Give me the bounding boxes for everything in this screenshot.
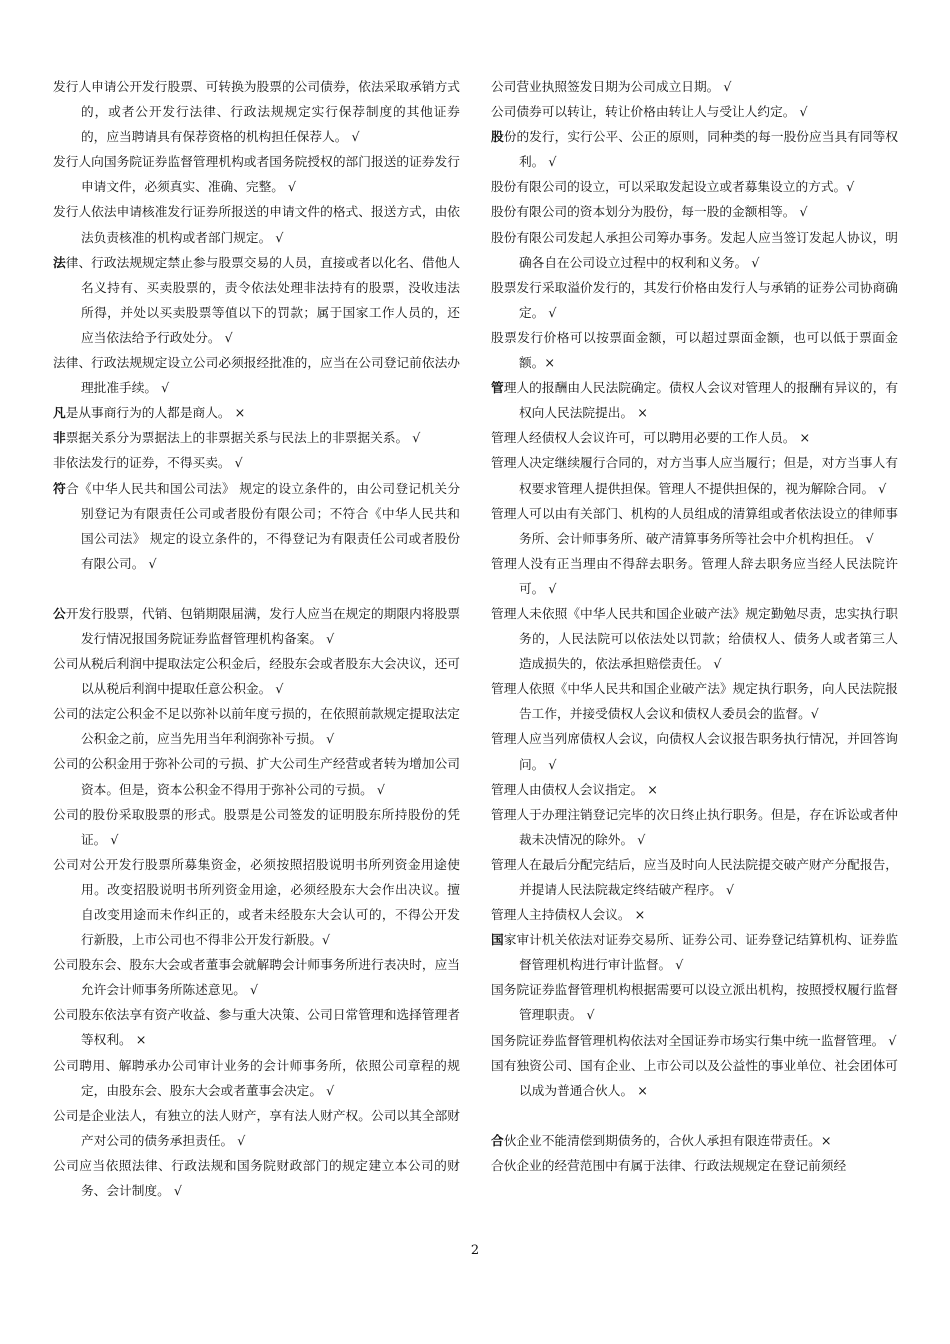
entry: 公司对公开发行股票所募集资金，必须按照招股说明书所列资金用途使用。改变招股说明书所列资金用途，必须经股东大会作出决议。擅自改变用途而未作纠正的，或者未经股东大会认可的，不得公开发行新股，上市公司也不得非公开发行新股。√ <box>53 856 460 948</box>
entry: 管理人可以由有关部门、机构的人员组成的清算组或者依法设立的律师事务所、会计师事务所、破产清算事务所等社会中介机构担任。 √ <box>491 505 898 546</box>
entry: 股份有限公司的资本划分为股份，每一股的金额相等。 √ <box>491 204 808 220</box>
entry: 管理人于办理注销登记完毕的次日终止执行职务。但是，存在诉讼或者仲裁未决情况的除外。 √ <box>491 806 898 847</box>
entry: 国务院证券监督管理机构根据需要可以设立派出机构，按照授权履行监督管理职责。 √ <box>491 982 898 1023</box>
entry: 管理人经债权人会议许可，可以聘用必要的工作人员。 × <box>491 430 811 446</box>
entry: 公司营业执照签发日期为公司成立日期。 √ <box>491 79 732 94</box>
entry: 公司应当依照法律、行政法规和国务院财政部门的规定建立本公司的财务、会计制度。 √ <box>53 1157 460 1199</box>
entry: 股份有限公司的设立，可以采取发起设立或者募集设立的方式。√ <box>491 179 855 195</box>
blank-line <box>53 576 460 601</box>
entry: 合伙企业不能清偿到期债务的，合伙人承担有限连带责任。× <box>491 1132 832 1148</box>
entry: 公司的公积金用于弥补公司的亏损、扩大公司生产经营或者转为增加公司资本。但是，资本公积金不得用于弥补公司的亏损。 √ <box>53 756 460 797</box>
entry: 发行人申请公开发行股票、可转换为股票的公司债券，依法采取承销方式的，或者公开发行法律、行政法规规定实行保荐制度的其他证券的，应当聘请具有保荐资格的机构担任保荐人。 √ <box>53 79 460 145</box>
entry: 法律、行政法规规定禁止参与股票交易的人员，直接或者以化名、借他人名义持有、买卖股票的，责令依法处理非法持有的股票，没收违法所得，并处以买卖股票等值以下的罚款；属于国家工作人员的，还应当依法给予行政处分。 √ <box>53 254 461 345</box>
blank-line <box>491 1103 898 1128</box>
entry: 公司的法定公积金不足以弥补以前年度亏损的，在依照前款规定提取法定公积金之前，应当先用当年利润弥补亏损。 √ <box>53 706 460 747</box>
entry: 股份有限公司发起人承担公司筹办事务。发起人应当签订发起人协议，明确各自在公司设立过程中的权利和义务。 √ <box>491 229 898 270</box>
entry: 管理人未依照《中华人民共和国企业破产法》规定勤勉尽责，忠实执行职务的，人民法院可以依法处以罚款；给债权人、债务人或者第三人造成损失的，依法承担赔偿责任。 √ <box>491 605 898 672</box>
entry: 公司是企业法人，有独立的法人财产，享有法人财产权。公司以其全部财产对公司的债务承担责任。 √ <box>53 1107 460 1148</box>
entry: 发行人向国务院证券监督管理机构或者国务院授权的部门报送的证券发行申请文件，必须真实、准确、完整。 √ <box>53 154 460 195</box>
entry: 凡是从事商行为的人都是商人。 × <box>53 405 246 421</box>
left-column <box>53 74 460 1203</box>
entry: 管理人的报酬由人民法院确定。债权人会议对管理人的报酬有异议的，有权向人民法院提出。 × <box>491 380 899 421</box>
entry: 公司股东依法享有资产收益、参与重大决策、公司日常管理和选择管理者等权利。 × <box>53 1007 460 1048</box>
entry: 股份的发行，实行公平、公正的原则，同种类的每一股份应当具有同等权利。 √ <box>491 129 899 170</box>
entry: 符合《中华人民共和国公司法》 规定的设立条件的，由公司登记机关分别登记为有限责任公司或者股份有限公司；不符合《中华人民共和国公司法》 规定的设立条件的，不得登记为有限责任公司或者股份有限公司。 √ <box>53 480 461 571</box>
entry: 发行人依法申请核准发行证券所报送的申请文件的格式、报送方式，由依法负责核准的机构或者部门规定。 √ <box>53 204 460 245</box>
entry: 股票发行采取溢价发行的，其发行价格由发行人与承销的证券公司协商确定。 √ <box>491 279 898 320</box>
entry: 股票发行价格可以按票面金额，可以超过票面金额，也可以低于票面金额。× <box>491 329 898 371</box>
entry: 非依法发行的证券，不得买卖。 √ <box>53 455 243 471</box>
entry: 国务院证券监督管理机构依法对全国证券市场实行集中统一监督管理。 √ <box>491 1032 897 1048</box>
entry: 管理人依照《中华人民共和国企业破产法》规定执行职务，向人民法院报告工作，并接受债权人会议和债权人委员会的监督。√ <box>491 681 898 722</box>
entry: 管理人应当列席债权人会议，向债权人会议报告职务执行情况，并回答询问。 √ <box>491 731 898 772</box>
entry: 管理人决定继续履行合同的，对方当事人应当履行；但是，对方当事人有权要求管理人提供担保。管理人不提供担保的，视为解除合同。 √ <box>491 455 898 496</box>
entry: 管理人在最后分配完结后，应当及时向人民法院提交破产财产分配报告，并提请人民法院裁定终结破产程序。 √ <box>491 856 898 897</box>
entry: 管理人没有正当理由不得辞去职务。管理人辞去职务应当经人民法院许可。 √ <box>491 555 898 596</box>
entry: 法律、行政法规规定设立公司必须报经批准的，应当在公司登记前依法办理批准手续。 √ <box>53 355 460 396</box>
right-column <box>491 74 898 1178</box>
entry: 公司从税后利润中提取法定公积金后，经股东会或者股东大会决议，还可以从税后利润中提取任意公积金。 √ <box>53 656 460 697</box>
entry: 公司债券可以转让，转让价格由转让人与受让人约定。 √ <box>491 104 808 120</box>
entry: 公司的股份采取股票的形式。股票是公司签发的证明股东所持股份的凭证。 √ <box>53 806 460 847</box>
entry: 管理人由债权人会议指定。 × <box>491 781 658 797</box>
entry: 非票据关系分为票据法上的非票据关系与民法上的非票据关系。 √ <box>53 430 421 446</box>
entry: 合伙企业的经营范围中有属于法律、行政法规规定在登记前须经 <box>491 1157 847 1173</box>
entry: 公司股东会、股东大会或者董事会就解聘会计师事务所进行表决时，应当允许会计师事务所陈述意见。 √ <box>53 957 460 998</box>
entry: 国有独资公司、国有企业、上市公司以及公益性的事业单位、社会团体可以成为普通合伙人。 × <box>491 1057 898 1098</box>
entry: 国家审计机关依法对证券交易所、证券公司、证券登记结算机构、证券监督管理机构进行审计监督。 √ <box>491 932 899 973</box>
page-number: 2 <box>470 1243 480 1258</box>
entry: 管理人主持债权人会议。 × <box>491 907 646 923</box>
entry: 公开发行股票，代销、包销期限届满，发行人应当在规定的期限内将股票发行情况报国务院证券监督管理机构备案。 √ <box>53 605 461 646</box>
entry: 公司聘用、解聘承办公司审计业务的会计师事务所，依照公司章程的规定，由股东会、股东大会或者董事会决定。 √ <box>53 1057 460 1098</box>
